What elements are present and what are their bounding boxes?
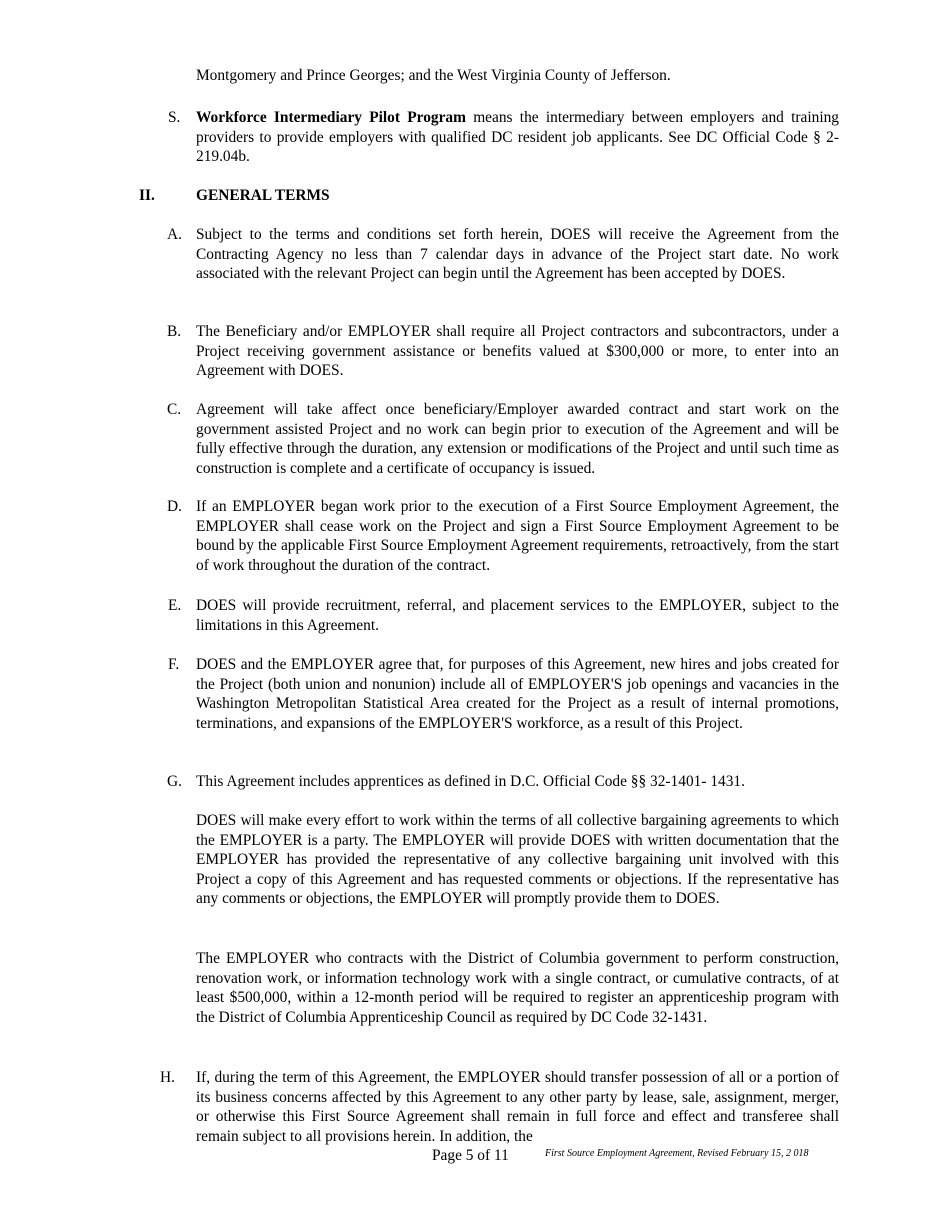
item-d-label: D.	[167, 498, 182, 515]
item-c-text: Agreement will take affect once beneficiary/Employer awarded contract and start work on the government assisted Project and no work can begin prior to execution of the Agreement and will be fully effective through the duration, any extension or modifications of the Project and until such time as construction is complete and a certificate of occupancy is issued.	[196, 401, 839, 477]
item-g-paragraph-2: The EMPLOYER who contracts with the District of Columbia government to perform construction, renovation work, or information technology work with a single contract, or cumulative contracts, of at least $500,000, within a 12-month period will be required to register an apprenticeship program with the District of Columbia Apprenticeship Council as required by DC Code 32-1431.	[196, 950, 839, 1026]
item-h-label: H.	[160, 1069, 175, 1086]
footer-note: First Source Employment Agreement, Revised February 15, 2 018	[545, 1148, 809, 1159]
item-g-paragraph-1: DOES will make every effort to work within the terms of all collective bargaining agreements to which the EMPLOYER is a party. The EMPLOYER will provide DOES with written documentation that the EMPLOYER has provided the representative of any collective bargaining unit involved with this Project a copy of this Agreement and has requested comments or objections. If the representative has any comments or objections, the EMPLOYER will promptly provide them to DOES.	[196, 812, 839, 907]
section-title: GENERAL TERMS	[196, 187, 330, 204]
item-b-text: The Beneficiary and/or EMPLOYER shall require all Project contractors and subcontractors, under a Project receiving government assistance or benefits valued at $300,000 or more, to enter into an Agreement with DOES.	[196, 323, 839, 379]
item-a-label: A.	[167, 226, 182, 243]
item-f-text: DOES and the EMPLOYER agree that, for purposes of this Agreement, new hires and jobs created for the Project (both union and nonunion) include all of EMPLOYER'S job openings and vacancies in the Washington Metropolitan Statistical Area created for the Project as a result of internal promotions, terminations, and expansions of the EMPLOYER'S workforce, as a result of this Project.	[196, 656, 839, 732]
definition-s-label: S.	[168, 109, 181, 126]
item-d-text: If an EMPLOYER began work prior to the execution of a First Source Employment Agreement, the EMPLOYER shall cease work on the Project and sign a First Source Employment Agreement to be bound by the applicable First Source Employment Agreement requirements, retroactively, from the start of work throughout the duration of the contract.	[196, 498, 839, 574]
item-g-label: G.	[167, 773, 182, 790]
item-a-text: Subject to the terms and conditions set forth herein, DOES will receive the Agreement from the Contracting Agency no less than 7 calendar days in advance of the Project start date. No work associated with the relevant Project can begin until the Agreement has been accepted by DOES.	[196, 226, 839, 282]
page-number: Page 5 of 11	[432, 1147, 509, 1164]
definition-s-text: means the intermediary between employers and training providers to provide employers with qualified DC resident job applicants. See DC Official Code § 2-219.04b.	[196, 109, 839, 165]
definition-s	[196, 108, 839, 167]
item-e-label: E.	[168, 597, 182, 614]
item-h-text: If, during the term of this Agreement, the EMPLOYER should transfer possession of all or a portion of its business concerns affected by this Agreement to any other party by lease, sale, assignment, merger, or otherwise this First Source Agreement shall remain in full force and effect and transferee shall remain subject to all provisions herein. In addition, the	[196, 1069, 839, 1145]
section-number: II.	[139, 187, 155, 204]
item-f-label: F.	[168, 656, 180, 673]
item-c-label: C.	[167, 401, 182, 418]
item-g-text: This Agreement includes apprentices as defined in D.C. Official Code §§ 32-1401- 1431.	[196, 773, 745, 790]
definition-s-term: Workforce Intermediary Pilot Program	[196, 109, 466, 126]
item-b-label: B.	[167, 323, 182, 340]
continuation-text: Montgomery and Prince Georges; and the West Virginia County of Jefferson.	[196, 67, 671, 84]
item-e-text: DOES will provide recruitment, referral, and placement services to the EMPLOYER, subject to the limitations in this Agreement.	[196, 597, 839, 634]
